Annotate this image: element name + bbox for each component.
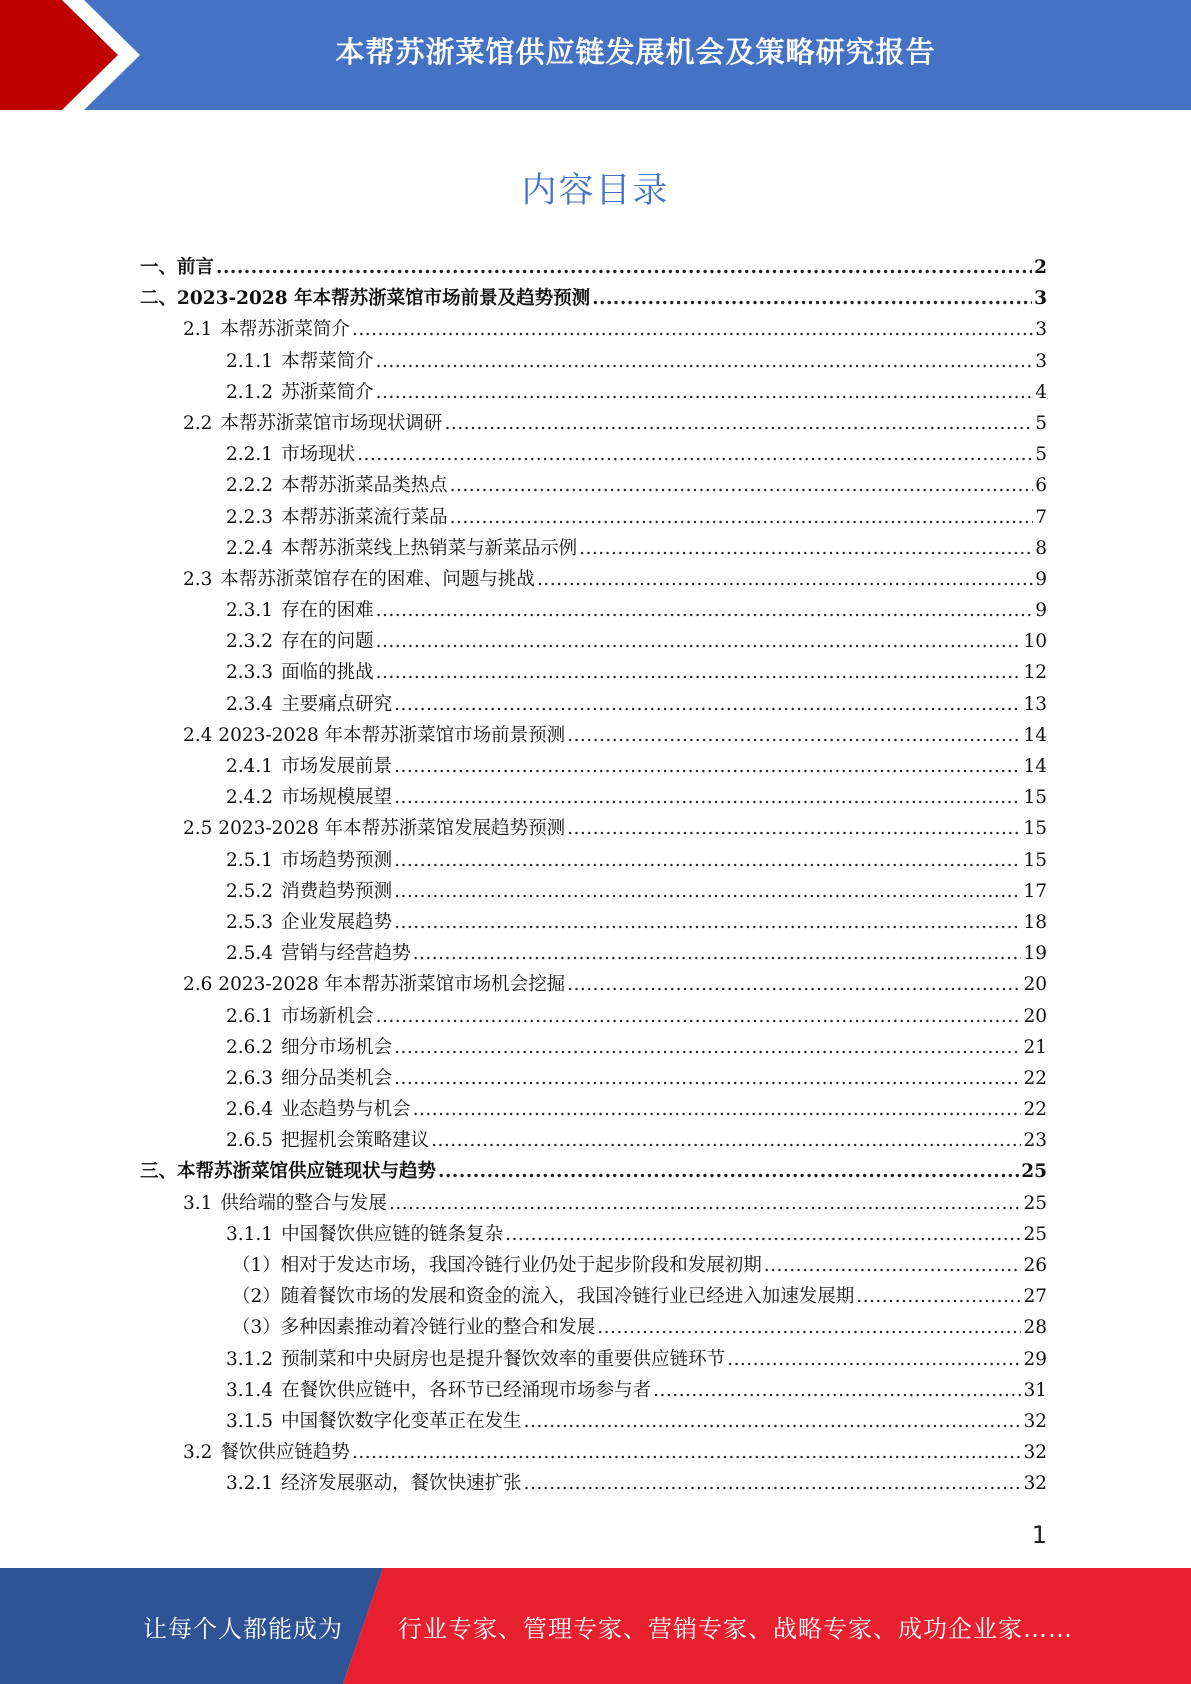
toc-entry[interactable] xyxy=(140,814,1047,845)
toc-entry-label xyxy=(226,690,392,716)
toc-entry-text: 市场新机会 xyxy=(281,1005,374,1027)
toc-entry-text: 2.6 2023-2028 年本帮苏浙菜馆市场机会挖掘 xyxy=(183,974,566,996)
toc-entry-text: 市场发展前景 xyxy=(281,756,393,777)
toc-leader-dots xyxy=(394,756,1021,777)
toc-entry-text: 营销与经营趋势 xyxy=(281,943,411,965)
toc-entry-label xyxy=(226,1220,503,1246)
toc-entry[interactable] xyxy=(140,409,1047,440)
toc-entry-text: 2.4 2023-2028 年本帮苏浙菜馆市场前景预测 xyxy=(183,724,566,746)
toc-entry-page: 32 xyxy=(1023,1410,1047,1432)
toc-leader-dots xyxy=(394,850,1021,871)
toc-entry[interactable] xyxy=(140,752,1047,783)
toc-entry-text: 消费趋势预测 xyxy=(281,880,393,902)
toc-entry-text: 主要痛点研究 xyxy=(281,693,393,715)
toc-entry-page: 3 xyxy=(1034,288,1047,310)
toc-entry-number: 2.2 xyxy=(183,412,213,434)
toc-entry-label xyxy=(226,1002,374,1028)
toc-entry-page: 13 xyxy=(1023,693,1047,715)
header-band xyxy=(0,0,1191,110)
toc-entry-text: 三、本帮苏浙菜馆供应链现状与趋势 xyxy=(140,1161,437,1183)
toc-entry-number: 2.3.4 xyxy=(226,693,274,715)
toc-entry-number: 2.5.3 xyxy=(226,911,274,933)
toc-entry-label xyxy=(226,503,448,529)
toc-entry[interactable] xyxy=(140,315,1047,346)
toc-entry-number: 2.6.4 xyxy=(226,1099,274,1121)
toc-entry-text: 苏浙菜简介 xyxy=(281,381,374,403)
toc-entry-number: 2.6.2 xyxy=(226,1036,274,1058)
toc-entry-text: 市场现状 xyxy=(281,444,356,466)
toc-leader-dots xyxy=(597,1317,1021,1338)
toc-entry-number: 2.1.1 xyxy=(226,350,274,372)
toc-entry-page: 28 xyxy=(1023,1317,1047,1339)
toc-leader-dots xyxy=(376,351,1034,372)
table-of-contents xyxy=(140,253,1047,1501)
toc-entry-label xyxy=(226,1033,392,1059)
toc-leader-dots xyxy=(450,507,1034,528)
toc-entry-text: 一、前言 xyxy=(140,257,215,278)
toc-entry-number: 3.1.5 xyxy=(226,1410,274,1432)
toc-entry-text: 本帮苏浙菜馆市场现状调研 xyxy=(220,412,443,434)
toc-entry-label xyxy=(226,1095,411,1121)
toc-entry-number: 2.2.3 xyxy=(226,506,274,528)
toc-entry[interactable] xyxy=(140,1126,1047,1157)
toc-entry-page: 25 xyxy=(1021,1161,1047,1183)
toc-entry-label xyxy=(183,315,350,341)
toc-leader-dots xyxy=(394,881,1021,902)
toc-entry-page: 27 xyxy=(1023,1286,1047,1308)
toc-entry-page: 22 xyxy=(1023,1067,1047,1089)
report-title: 本帮苏浙菜馆供应链发展机会及策略研究报告 xyxy=(335,34,936,69)
toc-entry-page: 9 xyxy=(1035,568,1047,590)
toc-entry-text: 二、2023-2028 年本帮苏浙菜馆市场前景及趋势预测 xyxy=(140,288,591,310)
toc-entry-page: 15 xyxy=(1023,787,1047,809)
toc-entry-number: 2.3.1 xyxy=(226,600,274,622)
toc-entry-text: 本帮苏浙菜简介 xyxy=(220,319,350,341)
toc-entry-text: 在餐饮供应链中，各环节已经涌现市场参与者 xyxy=(281,1379,652,1401)
toc-entry-text: 2.5 2023-2028 年本帮苏浙菜馆发展趋势预测 xyxy=(183,818,566,840)
toc-entry-page: 3 xyxy=(1035,350,1047,372)
toc-entry-number: 2.3 xyxy=(183,568,213,590)
toc-entry[interactable] xyxy=(140,908,1047,939)
toc-leader-dots xyxy=(376,1006,1022,1027)
toc-entry-text: 企业发展趋势 xyxy=(281,911,393,933)
toc-entry-text: 本帮苏浙菜流行菜品 xyxy=(281,506,448,528)
toc-entry-number: 2.6.1 xyxy=(226,1005,274,1027)
toc-entry[interactable] xyxy=(140,1251,1047,1282)
toc-leader-dots xyxy=(579,538,1033,559)
toc-leader-dots xyxy=(524,1411,1022,1432)
toc-entry[interactable] xyxy=(140,534,1047,565)
toc-entry-label xyxy=(232,1313,595,1339)
toc-entry-number: 2.3.3 xyxy=(226,662,274,684)
toc-entry-page: 5 xyxy=(1035,412,1047,434)
toc-entry-number: 2.1 xyxy=(183,319,213,341)
toc-leader-dots xyxy=(567,974,1021,995)
toc-entry-label xyxy=(226,440,355,466)
toc-entry-text: 面临的挑战 xyxy=(281,662,374,684)
toc-entry[interactable] xyxy=(140,1064,1047,1095)
toc-entry-number: 3.1.1 xyxy=(226,1223,274,1245)
toc-entry-text: 本帮菜简介 xyxy=(281,350,374,372)
toc-entry-label xyxy=(140,284,590,310)
toc-leader-dots xyxy=(450,475,1034,496)
toc-leader-dots xyxy=(394,694,1021,715)
toc-entry-page: 25 xyxy=(1023,1223,1047,1245)
toc-entry[interactable] xyxy=(140,1282,1047,1313)
toc-entry-page: 17 xyxy=(1023,880,1047,902)
toc-entry-label xyxy=(140,1157,436,1183)
toc-entry-text: （3）多种因素推动着冷链行业的整合和发展 xyxy=(232,1317,596,1339)
toc-entry-text: 中国餐饮数字化变革正在发生 xyxy=(281,1410,522,1432)
toc-leader-dots xyxy=(438,1161,1019,1182)
toc-entry-number: 3.1.4 xyxy=(226,1379,274,1401)
toc-entry-text: （2）随着餐饮市场的发展和资金的流入，我国冷链行业已经进入加速发展期 xyxy=(232,1286,855,1308)
footer-slogan-right: 行业专家、管理专家、营销专家、战略专家、成功企业家…… xyxy=(398,1614,1073,1643)
toc-entry-page: 8 xyxy=(1035,537,1047,559)
toc-entry-page: 6 xyxy=(1035,475,1047,497)
toc-entry-number: 2.2.1 xyxy=(226,444,274,466)
toc-entry[interactable] xyxy=(140,1438,1047,1469)
toc-entry[interactable] xyxy=(140,783,1047,814)
toc-entry-page: 2 xyxy=(1034,257,1047,278)
toc-leader-dots xyxy=(413,1099,1022,1120)
toc-entry-number: 2.2.2 xyxy=(226,475,274,497)
footer-slogan-left: 让每个人都能成为 xyxy=(143,1614,343,1643)
toc-entry-text: 细分品类机会 xyxy=(281,1067,393,1089)
toc-entry-page: 20 xyxy=(1023,1005,1047,1027)
toc-entry[interactable] xyxy=(140,347,1047,378)
toc-entry-number: 2.2.4 xyxy=(226,537,274,559)
toc-entry-text: 市场规模展望 xyxy=(281,787,393,809)
toc-entry-page: 5 xyxy=(1035,444,1047,466)
toc-entry-label xyxy=(226,877,392,903)
toc-entry-label xyxy=(226,378,374,404)
toc-entry-label xyxy=(183,1189,387,1215)
toc-leader-dots xyxy=(524,1473,1022,1494)
toc-entry-number: 3.1 xyxy=(183,1192,213,1214)
toc-entry-label xyxy=(140,253,214,279)
toc-leader-dots xyxy=(394,912,1021,933)
toc-entry-number: 3.1.2 xyxy=(226,1348,274,1370)
toc-entry[interactable] xyxy=(140,565,1047,596)
toc-entry-text: 存在的困难 xyxy=(281,600,374,622)
toc-entry-page: 26 xyxy=(1023,1255,1047,1276)
toc-entry-label xyxy=(226,627,374,653)
toc-entry[interactable] xyxy=(140,627,1047,658)
toc-entry[interactable] xyxy=(140,939,1047,970)
toc-entry-label xyxy=(183,565,535,591)
toc-entry[interactable] xyxy=(140,1313,1047,1344)
toc-entry[interactable] xyxy=(140,1095,1047,1126)
toc-leader-dots xyxy=(653,1380,1021,1401)
toc-entry-label xyxy=(232,1251,762,1277)
toc-entry-text: 本帮苏浙菜线上热销菜与新菜品示例 xyxy=(281,537,578,559)
toc-leader-dots xyxy=(431,1130,1021,1151)
toc-entry-page: 23 xyxy=(1023,1130,1047,1152)
toc-entry-label xyxy=(226,596,374,622)
toc-entry-page: 29 xyxy=(1023,1348,1047,1370)
toc-entry-number: 3.2.1 xyxy=(226,1473,274,1495)
toc-entry[interactable] xyxy=(140,1002,1047,1033)
toc-leader-dots xyxy=(376,631,1022,652)
toc-entry-page: 4 xyxy=(1035,381,1047,403)
toc-entry-text: （1）相对于发达市场，我国冷链行业仍处于起步阶段和发展初期 xyxy=(232,1255,762,1276)
toc-leader-dots xyxy=(537,569,1033,590)
toc-entry-label xyxy=(226,783,392,809)
toc-leader-dots xyxy=(389,1193,1022,1214)
toc-entry-page: 32 xyxy=(1023,1442,1047,1464)
toc-entry[interactable] xyxy=(140,253,1047,284)
toc-entry-page: 15 xyxy=(1023,849,1047,871)
page-number: 1 xyxy=(1031,1521,1047,1549)
toc-entry-text: 餐饮供应链趋势 xyxy=(220,1442,350,1464)
toc-leader-dots xyxy=(413,943,1022,964)
toc-entry-label xyxy=(183,409,442,435)
toc-entry[interactable] xyxy=(140,721,1047,752)
toc-entry-page: 7 xyxy=(1035,506,1047,528)
red-arrow-chevron-icon xyxy=(0,0,160,110)
toc-entry-text: 供给端的整合与发展 xyxy=(220,1192,387,1214)
toc-entry-number: 2.5.1 xyxy=(226,849,274,871)
toc-entry-label xyxy=(226,658,374,684)
toc-entry-label xyxy=(226,1376,651,1402)
toc-entry-number: 2.6.5 xyxy=(226,1130,274,1152)
toc-entry-label xyxy=(226,752,392,778)
toc-entry-text: 业态趋势与机会 xyxy=(281,1099,411,1121)
toc-entry-label xyxy=(226,1407,522,1433)
toc-entry-text: 预制菜和中央厨房也是提升餐饮效率的重要供应链环节 xyxy=(281,1348,726,1370)
toc-entry-text: 把握机会策略建议 xyxy=(281,1130,430,1152)
toc-entry[interactable] xyxy=(140,1189,1047,1220)
toc-entry[interactable] xyxy=(140,1345,1047,1376)
toc-entry[interactable] xyxy=(140,970,1047,1001)
toc-entry-number: 3.2 xyxy=(183,1442,213,1464)
toc-entry-label xyxy=(226,1469,522,1495)
toc-leader-dots xyxy=(764,1255,1022,1276)
toc-entry[interactable] xyxy=(140,471,1047,502)
toc-entry[interactable] xyxy=(140,1376,1047,1407)
toc-entry[interactable] xyxy=(140,1469,1047,1500)
toc-leader-dots xyxy=(567,725,1021,746)
toc-entry-page: 12 xyxy=(1023,662,1047,684)
toc-entry[interactable] xyxy=(140,440,1047,471)
toc-entry-page: 14 xyxy=(1023,756,1047,777)
toc-entry-text: 细分市场机会 xyxy=(281,1036,393,1058)
toc-leader-dots xyxy=(592,288,1032,309)
toc-entry-page: 18 xyxy=(1023,911,1047,933)
toc-entry-page: 32 xyxy=(1023,1473,1047,1495)
toc-entry-label xyxy=(183,814,565,840)
toc-entry-number: 2.5.4 xyxy=(226,943,274,965)
toc-entry-page: 14 xyxy=(1023,724,1047,746)
toc-entry-page: 31 xyxy=(1023,1379,1047,1401)
toc-entry-label xyxy=(226,1064,392,1090)
toc-entry-page: 9 xyxy=(1035,600,1047,622)
toc-entry-page: 10 xyxy=(1023,631,1047,653)
toc-leader-dots xyxy=(352,1442,1022,1463)
toc-leader-dots xyxy=(376,600,1034,621)
toc-leader-dots xyxy=(567,818,1021,839)
toc-entry-text: 本帮苏浙菜馆存在的困难、问题与挑战 xyxy=(220,568,535,590)
toc-leader-dots xyxy=(505,1224,1021,1245)
toc-entry[interactable] xyxy=(140,1033,1047,1064)
toc-entry-number: 2.5.2 xyxy=(226,880,274,902)
toc-entry-number: 2.1.2 xyxy=(226,381,274,403)
toc-entry[interactable] xyxy=(140,503,1047,534)
toc-entry-number: 2.4.2 xyxy=(226,787,274,809)
toc-entry-page: 3 xyxy=(1035,319,1047,341)
toc-entry[interactable] xyxy=(140,596,1047,627)
toc-entry[interactable] xyxy=(140,658,1047,689)
toc-entry-label xyxy=(226,534,577,560)
toc-entry[interactable] xyxy=(140,877,1047,908)
toc-leader-dots xyxy=(444,413,1033,434)
toc-leader-dots xyxy=(376,662,1022,683)
toc-entry-page: 19 xyxy=(1023,943,1047,965)
toc-entry-page: 20 xyxy=(1023,974,1047,996)
toc-leader-dots xyxy=(727,1349,1021,1370)
toc-entry-text: 本帮苏浙菜品类热点 xyxy=(281,475,448,497)
toc-entry-page: 25 xyxy=(1023,1192,1047,1214)
toc-entry-text: 经济发展驱动，餐饮快速扩张 xyxy=(281,1473,522,1495)
footer-band xyxy=(0,1568,1191,1684)
toc-entry-page: 21 xyxy=(1023,1036,1047,1058)
toc-entry-label xyxy=(226,1126,429,1152)
toc-heading: 内容目录 xyxy=(521,171,670,211)
toc-entry[interactable] xyxy=(140,846,1047,877)
toc-entry-label xyxy=(232,1282,854,1308)
toc-leader-dots xyxy=(394,1037,1021,1058)
toc-leader-dots xyxy=(357,444,1033,465)
toc-entry[interactable] xyxy=(140,284,1047,315)
toc-leader-dots xyxy=(394,787,1021,808)
toc-entry-label xyxy=(226,939,411,965)
toc-entry-text: 中国餐饮供应链的链条复杂 xyxy=(281,1223,504,1245)
toc-entry[interactable] xyxy=(140,1407,1047,1438)
toc-entry-label xyxy=(226,347,374,373)
toc-leader-dots xyxy=(376,382,1034,403)
toc-entry-number: 2.3.2 xyxy=(226,631,274,653)
toc-leader-dots xyxy=(856,1286,1021,1307)
toc-entry-number: 2.4.1 xyxy=(226,756,274,777)
toc-leader-dots xyxy=(216,257,1032,278)
toc-entry-label xyxy=(226,471,448,497)
toc-entry[interactable] xyxy=(140,690,1047,721)
toc-entry-page: 15 xyxy=(1023,818,1047,840)
toc-entry-page: 22 xyxy=(1023,1099,1047,1121)
toc-entry-label xyxy=(226,1345,725,1371)
toc-entry-text: 存在的问题 xyxy=(281,631,374,653)
toc-entry[interactable] xyxy=(140,1220,1047,1251)
toc-entry-number: 2.6.3 xyxy=(226,1067,274,1089)
toc-leader-dots xyxy=(394,1068,1021,1089)
toc-leader-dots xyxy=(352,319,1033,340)
toc-entry-label xyxy=(183,970,565,996)
toc-entry-label xyxy=(226,846,392,872)
toc-entry-text: 市场趋势预测 xyxy=(281,849,393,871)
toc-entry-label xyxy=(226,908,392,934)
toc-entry-label xyxy=(183,1438,350,1464)
toc-entry-label xyxy=(183,721,565,747)
toc-entry[interactable] xyxy=(140,1157,1047,1188)
toc-entry[interactable] xyxy=(140,378,1047,409)
